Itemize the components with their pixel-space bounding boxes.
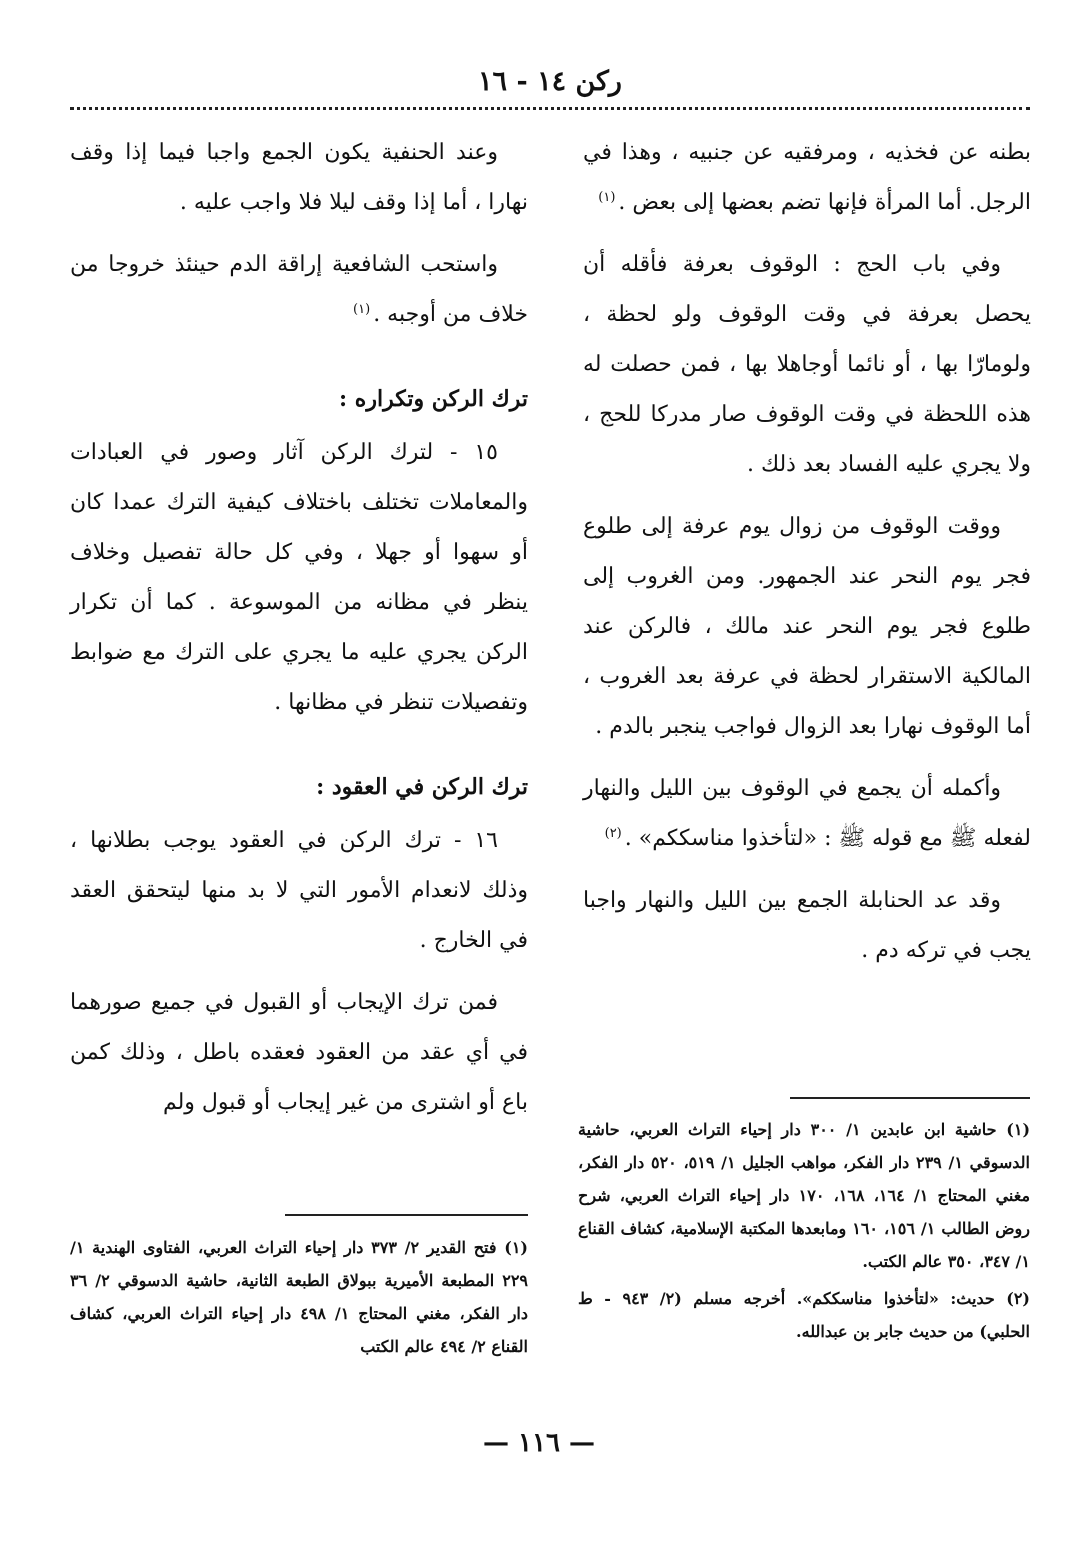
right-paragraph-1: بطنه عن فخذيه ، ومرفقيه عن جنبيه ، وهذا في الرجل. أما المرأة فإنها تضم بعضها إلى بعض .$^{(١)}$ — [583, 140, 1031, 215]
section-heading-2: ترك الركن في العقود : — [316, 774, 528, 800]
left-paragraph-2: واستحب الشافعية إراقة الدم حينئذ خروجا من خلاف من أوجبه .$^{(١)}$ — [70, 252, 528, 327]
section-16-continuation: فمن ترك الإيجاب أو القبول في جميع صورهما في أي عقد من العقود فعقده باطل ، وذلك كمن باع أو اشترى من غير إيجاب أو قبول ولم — [70, 990, 528, 1115]
left-column — [70, 128, 528, 1140]
footnote-ref-left-1: (١) — [353, 301, 371, 317]
footnotes-right — [578, 1113, 1030, 1348]
footnotes-left — [70, 1231, 528, 1363]
running-header — [70, 62, 1030, 112]
right-paragraph-2: وفي باب الحج : الوقوف بعرفة فأقله أن يحصل بعرفة في وقت الوقوف ولو لحظة ، ولومارّا بها ، أو نائما أوجاهلا بها ، فمن حصلت له هذه اللحظة في وقت الوقوف صار مدركا للحج ، ولا يجري عليه الفساد بعد ذلك . — [583, 252, 1031, 477]
footnote-right-1: (١) حاشية ابن عابدين ١/ ٣٠٠ دار إحياء التراث العربي، حاشية الدسوقي ١/ ٢٣٩ دار الفكر، مواهب الجليل ١/ ٥١٩، ٥٢٠ دار الفكر، مغني المحتاج ١/ ١٦٤، ١٦٨، ١٧٠ دار إحياء التراث العربي، شرح روض الطالب ١/ ١٥٦، ١٦٠ ومابعدها المكتبة الإسلامية، كشاف القناع ١/ ٣٤٧، ٣٥٠ عالم الكتب. — [578, 1120, 1031, 1271]
section-heading-1: ترك الركن وتكراره : — [339, 386, 528, 412]
right-paragraph-5: وقد عد الحنابلة الجمع بين الليل والنهار واجبا يجب في تركه دم . — [583, 888, 1031, 963]
right-paragraph-3: ووقت الوقوف من زوال يوم عرفة إلى طلوع فجر يوم النحر عند الجمهور. ومن الغروب إلى طلوع فجر يوم النحر عند مالك ، فالركن عند المالكية الاستقرار لحظة في عرفة بعد الغروب ، أما الوقوف نهارا بعد الزوال فواجب ينجبر بالدم . — [583, 514, 1031, 739]
left-paragraph-1: وعند الحنفية يكون الجمع واجبا فيما إذا وقف نهارا ، أما إذا وقف ليلا فلا واجب عليه . — [70, 140, 528, 215]
footnote-left-1: (١) فتح القدير ٢/ ٣٧٣ دار إحياء التراث العربي، الفتاوى الهندية ١/ ٢٢٩ المطبعة الأميرية ببولاق الطبعة الثانية، حاشية الدسوقي ٢/ ٣٦ دار الفكر، مغني المحتاج ١/ ٤٩٨ دار إحياء التراث العربي، كشاف القناع ٢/ ٤٩٤ عالم الكتب — [70, 1238, 528, 1356]
footnote-right-2: (٢) حديث: «لتأخذوا مناسككم». أخرجه مسلم (٢/ ٩٤٣ - ط الحلبي) من حديث جابر بن عبدالله. — [578, 1289, 1030, 1341]
footnote-ref-1: (١) — [598, 189, 616, 205]
footnote-ref-2: (٢) — [604, 825, 622, 841]
header-dotted-rule — [70, 107, 1030, 110]
header-title: ركن ١٤ - ١٦ — [478, 66, 622, 97]
right-paragraph-4: وأكمله أن يجمع في الوقوف بين الليل والنهار لفعله ﷺ مع قوله ﷺ : «لتأخذوا مناسككم» .$^{(٢)}$ — [583, 776, 1031, 851]
section-16-text: ١٦ - ترك الركن في العقود يوجب بطلانها ، وذلك لانعدام الأمور التي لا بد منها ليتحقق العقد في الخارج . — [70, 828, 528, 953]
section-15-text: ١٥ - لترك الركن آثار وصور في العبادات والمعاملات تختلف باختلاف كيفية الترك عمدا كان أو سهوا أو جهلا ، وفي كل حالة تفصيل وخلاف ينظر في مظانه من الموسوعة . كما أن تكرار الركن يجري عليه ما يجري على الترك مع ضوابط وتفصيلات تنظر في مظانها . — [70, 440, 528, 715]
page-number: — ١١٦ — — [482, 1428, 596, 1458]
footnote-rule-left — [285, 1214, 528, 1216]
footnote-rule-right — [790, 1097, 1030, 1099]
right-column — [583, 128, 1031, 988]
